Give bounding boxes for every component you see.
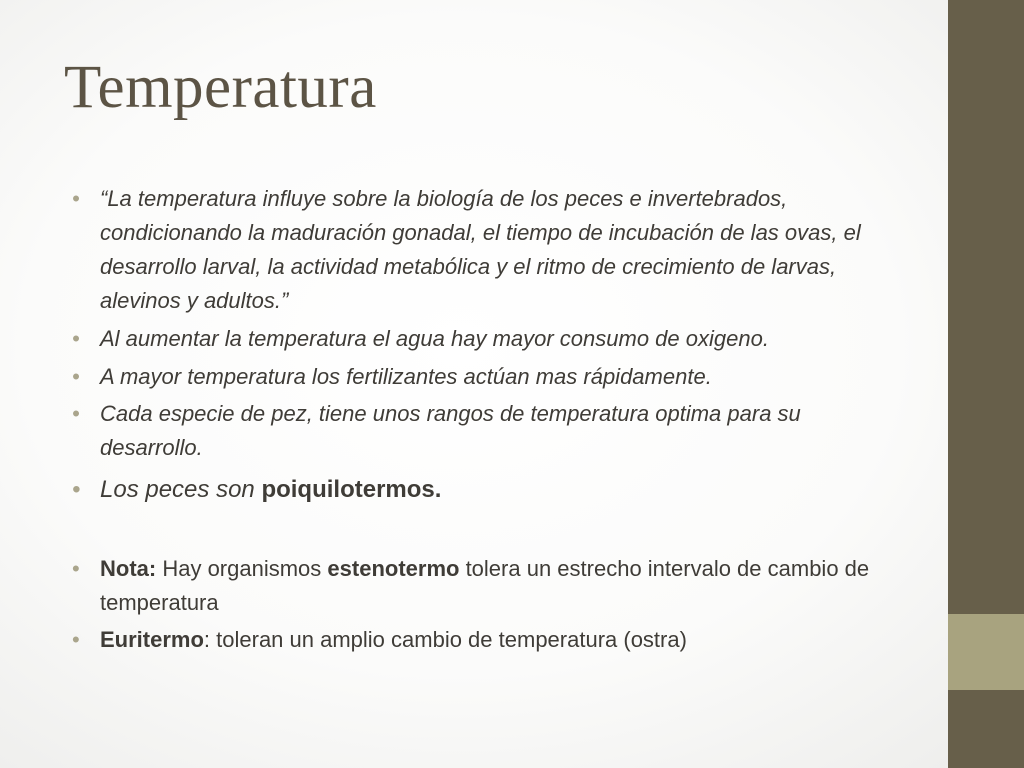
side-band-accent <box>948 614 1024 690</box>
bullet-poiquilotermos-prefix: Los peces son <box>100 476 262 503</box>
bullet-oxygen-text: Al aumentar la temperatura el agua hay mayor consumo de oxigeno. <box>100 326 769 351</box>
bullet-euritermo-text: : toleran un amplio cambio de temperatura (ostra) <box>203 627 687 652</box>
bullet-note-text1: Hay organismos <box>156 556 328 581</box>
bullet-oxygen <box>72 322 902 356</box>
bullet-euritermo-bold: Euritermo <box>100 627 204 652</box>
bullet-fertilizers <box>72 360 902 394</box>
bullet-poiquilotermos <box>72 473 902 507</box>
bullet-list <box>72 182 902 660</box>
bullet-note <box>72 552 902 620</box>
bullet-note-label: Nota: <box>100 556 157 581</box>
bullet-ranges-text: Cada especie de pez, tiene unos rangos de temperatura optima para su desarrollo. <box>100 401 801 460</box>
bullet-fertilizers-text: A mayor temperatura los fertilizantes actúan mas rápidamente. <box>100 364 712 389</box>
bullet-ranges <box>72 397 902 465</box>
bullet-euritermo <box>72 623 902 657</box>
bullet-quote-text: “La temperatura influye sobre la biología de los peces e invertebrados, condicionando la maduración gonadal, el tiempo de incubación de las ovas, el desarrollo larval, la actividad metabólica y el ritmo de crecimiento de larvas, alevinos y adultos.” <box>100 186 861 313</box>
bullet-note-text2: tolera un estrecho intervalo de cambio de temperatura <box>100 556 870 615</box>
bullet-note-bold: estenotermo <box>327 556 460 581</box>
bullet-poiquilotermos-bold: poiquilotermos. <box>261 476 442 503</box>
bullet-quote <box>72 182 902 318</box>
slide-title: Temperatura <box>64 54 377 121</box>
